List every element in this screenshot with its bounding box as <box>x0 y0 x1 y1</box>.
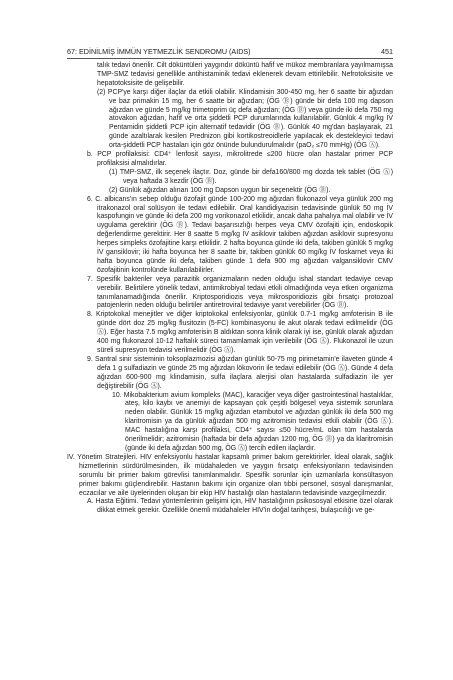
chapter-title: 67: EDİNİLMİŞ İMMÜN YETMEZLİK SENDROMU (AIDS) <box>67 47 251 56</box>
paragraph-toxoplasmosis: 9. Santral sinir sisteminin toksoplazmozisi ağızdan günlük 50-75 mg pirimetamin'e ilaveten günde 4 defa 1 g sulfadiazin ve günde 25 mg ağızdan lökovorin ile tedavi edilebilir (ÖG Ⓐ). Günde 4 defa ağızdan 600-900 mg klindamisin, sulfa ilaçlara alerjisi olan hastalarda sulfadiazin ile yer değiştirebilir (ÖG Ⓐ). <box>87 355 393 390</box>
paragraph-mac: 10. Mikobakterium avium kompleks (MAC), karaciğer veya diğer gastrointestinal hastalıklar, ateş, kilo kaybı ve anemiyi de kapsayan çok çeşitli bölgesel veya sistemik sorunlara neden olabilir. Günlük 15 mg/kg ağızdan etambutol ve ağızdan günlük iki defa 500 mg klaritromisin ya da günlük ağızdan 500 mg azitromisin tedavisi etkili olabilir (ÖG Ⓐ). MAC hastalığına karşı profilaksi, CD4⁺ sayısı ≤50 hücre/mL olan tüm hastalarda önerilmelidir; azitromisin (haftada bir defa ağızdan 1200 mg, ÖG Ⓑ) ya da klaritromisin (günde iki defa ağızdan 500 mg, ÖG Ⓐ) tercih edilen ilaçlardır. <box>112 391 393 452</box>
page-number: 451 <box>381 47 393 56</box>
running-header <box>67 42 393 56</box>
paragraph-pcp-prophylaxis: b. PCP profilaksisi: CD4⁺ lenfosit sayısı, mikrolitrede ≤200 hücre olan hastalar primer PCP profilaksisi almalıdırlar. <box>87 151 393 167</box>
paragraph-dapson: (2) Günlük ağızdan alınan 100 mg Dapson uygun bir seçenektir (ÖG Ⓑ). <box>109 186 331 194</box>
paragraph-patient-education: A. Hasta Eğitimi. Tedavi yöntemlerinin gelişimi için, HIV hastalığının psikososyal etkisine özel olarak dikkat etmek gerekir. Özellikle önemli müdahaleler HIV'in doğal tarihçesi, bulaşıcılığı ve ge- <box>87 498 393 515</box>
page-body <box>67 62 393 516</box>
paragraph-intro: talık tedavi önerilir. Cilt döküntüleri yaygındır döküntü hafif ve mükoz membranlara yayılmamışsa TMP-SMZ tedavisi genellikle antihistaminik tedavi eklenerek devam ettirilebilir. Nefrotoksisite ve hepatotoksisite de gelişebilir. <box>97 62 393 87</box>
paragraph-management-strategies: IV. Yönetim Stratejileri. HIV enfeksiyonlu hastalar kapsamlı primer bakım gerektirirler. İdeal olarak, sağlık hizmetlerinin sürdürülmesinden, ilk müdahaleden ve yaygın fırsatçı enfeksiyonların tedavisinden sorumlu bir primer bakım görevlisi tanımlanmalıdır. Spesifik sorunlar için uzmanlarla konsültasyon primer bakımı güçlendirebilir. Hastanın bakımı için organize olan tıbbi personel, sosyal danışmanlar, eczacılar ve aile üyelerinden oluşan bir ekip HIV hastalığı olan hastaların tedavisinde vazgeçilmezdir. <box>67 453 393 497</box>
paragraph-diarrhea: 7. Spesifik bakteriler veya parazitik organizmaların neden olduğu ishal standart tedaviye cevap verebilir. Belirtilere yönelik tedavi, antimikrobiyal tedavi etkili olmadığında veya etken organizma tanımlanamadığında önerilir. Kriptosporidiozis veya mikrosporidiozis gibi fırsatçı protozoal patojenlerin neden olduğu belirtiler antiretroviral tedaviye yanıt verebilirler (ÖG Ⓑ). <box>87 275 393 310</box>
paragraph-esophagitis: 6. C. albicans'ın sebep olduğu özofajit günde 100-200 mg ağızdan flukonazol veya günlük 200 mg itrakonazol oral solüsyon ile tedavi edilebilir. Oral kandidiyazisin tedavisinde günlük 50 mg İV kaspofungin ve günde iki defa 200 mg vorikonazol etkilidir, ancak daha pahalıya mal olabilir ve İV uygulama gerektirir (ÖG Ⓑ). Tedavi başarısızlığı herpes veya CMV özofajiti için, endoskopik değerlendirme gerektirir. Her 8 saatte 5 mg/kg İV asiklovir takiben ağızdan asiklovir supresyonu herpes simpleks özofajitine karşı etkilidir. 2 hafta boyunca günde iki defa, takiben günlük 5 mg/kg İV gansiklovir; iki hafta boyunca her 8 saatte bir, takiben günlük 60 mg/kg İV foskarnet veya iki hafta boyunca günde iki defa, takiben günde 1 defa 900 mg ağızdan valgansiklovir CMV özofajitinin kontrolünde kullanılabilirler. <box>87 195 393 274</box>
header-rule <box>67 58 393 59</box>
paragraph-pcp-alternatives: (2) PCP'ye karşı diğer ilaçlar da etkili olabilir. Klindamisin 300-450 mg, her 6 saatte bir ağızdan ve baz primakin 15 mg, her 6 saatte bir ağızdan; (ÖG Ⓑ) günde bir defa 100 mg dapson ağızdan ve günde 5 mg/kg trimetoprim üç defa ağızdan; (ÖG Ⓑ) veya günde iki defa 750 mg atovakon ağızdan, hafif ve orta şiddetli PCP durumlarında kullanılabilir. Günlük 4 mg/kg İV Pentamidin şiddetli PCP için alternatif tedavidir (ÖG Ⓑ). Günlük 40 mg'dan başlayarak, 21 günde azaltılarak kesilen Prednizon gibi kortikostreoidlerle yapılacak ek destekleyici tedavi orta-şiddetli PCP hastaları için göz önünde bulundurulmalıdır (paO₂ ≤70 mmHg) (ÖG Ⓐ). <box>97 88 393 150</box>
paragraph-tmp-smz: (1) TMP-SMZ, ilk seçenek ilaçtır. Doz, günde bir defa160/800 mg dozda tek tablet (ÖG Ⓐ) veya haftada 3 kezdir (ÖG Ⓑ). <box>109 168 393 185</box>
paragraph-cryptococcal: 8. Kriptokokal menejitler ve diğer kriptokokal enfeksiyonlar, günlük 0.7-1 mg/kg amfoterisin B ile günde dört doz 25 mg/kg flusitozin (5-FC) kombinasyonu ile akut olarak tedavi edilmelidir (ÖG Ⓐ). Eğer hasta 7.5 mg/kg amfoterisin B aldıktan sonra klinik olarak iyi ise, günlük olarak ağızdan 400 mg flukonazol 10-12 haftalık süreci tamamlamak için verilebilir (ÖG Ⓐ). Flukonazol ile uzun süreli supresyon tedavisi verilmelidir (ÖG Ⓐ). <box>87 311 393 354</box>
